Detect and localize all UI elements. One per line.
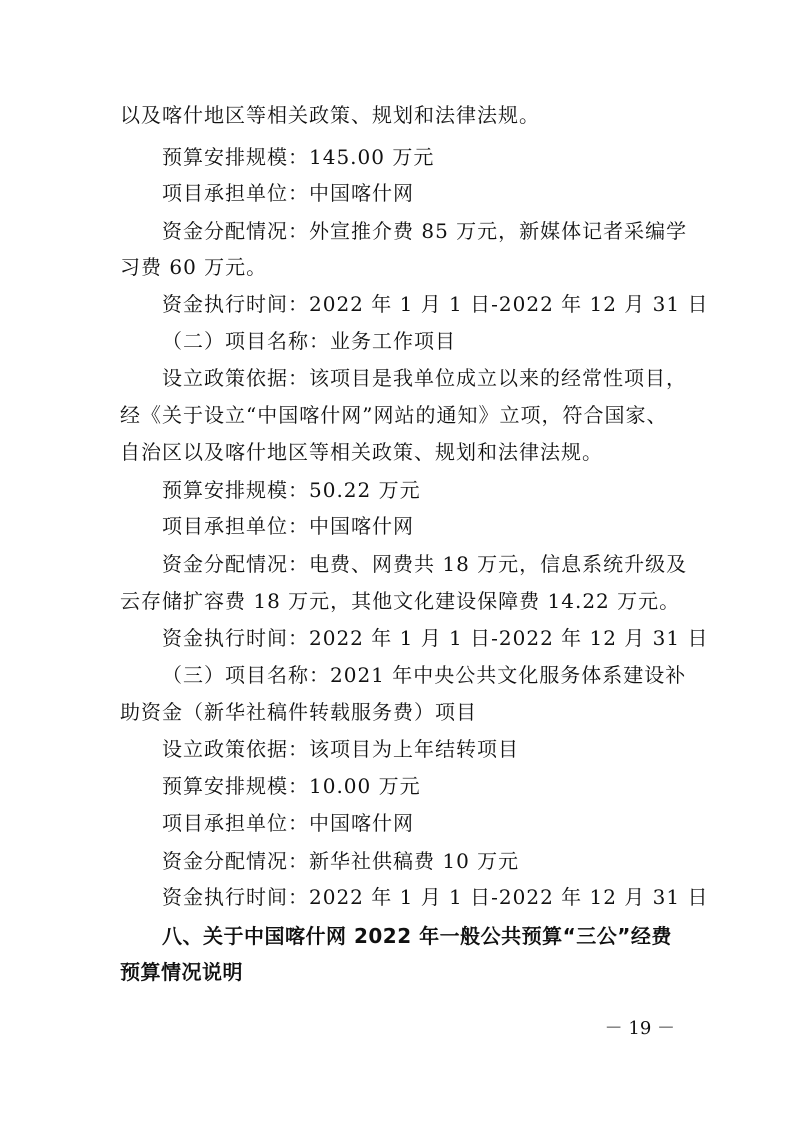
text-line-12: 项目承担单位：中国喀什网 [162, 514, 414, 538]
text-line-18: 设立政策依据：该项目为上年结转项目 [162, 737, 519, 761]
section-heading-8-line-2: 预算情况说明 [120, 960, 243, 984]
text-line-8: 设立政策依据：该项目是我单位成立以来的经常性项目， [162, 366, 687, 390]
page-number: － 19 － [604, 1018, 675, 1039]
text-line-4: 资金分配情况：外宣推介费 85 万元，新媒体记者采编学 [162, 219, 688, 243]
text-line-17: 助资金（新华社稿件转载服务费）项目 [120, 700, 477, 724]
text-line-3: 项目承担单位：中国喀什网 [162, 181, 414, 205]
text-line-21: 资金分配情况：新华社供稿费 10 万元 [162, 849, 520, 873]
text-line-6: 资金执行时间：2022 年 1 月 1 日-2022 年 12 月 31 日 [162, 292, 709, 316]
text-line-9: 经《关于设立“中国喀什网”网站的通知》立项，符合国家、 [120, 403, 668, 427]
text-line-19: 预算安排规模：10.00 万元 [162, 774, 421, 798]
section-title-3: （三）项目名称：2021 年中央公共文化服务体系建设补 [162, 663, 687, 687]
text-line-5: 习费 60 万元。 [120, 255, 268, 279]
text-line-2: 预算安排规模：145.00 万元 [162, 145, 435, 169]
text-line-13: 资金分配情况：电费、网费共 18 万元，信息系统升级及 [162, 552, 688, 576]
text-line-20: 项目承担单位：中国喀什网 [162, 811, 414, 835]
section-heading-8-line-1: 八、关于中国喀什网 2022 年一般公共预算“三公”经费 [162, 924, 672, 948]
text-line-10: 自治区以及喀什地区等相关政策、规划和法律法规。 [120, 440, 603, 464]
text-line-11: 预算安排规模：50.22 万元 [162, 478, 421, 502]
text-line-14: 云存储扩容费 18 万元，其他文化建设保障费 14.22 万元。 [120, 589, 681, 613]
section-title-2: （二）项目名称：业务工作项目 [162, 329, 456, 353]
text-line-15: 资金执行时间：2022 年 1 月 1 日-2022 年 12 月 31 日 [162, 626, 709, 650]
text-line-22: 资金执行时间：2022 年 1 月 1 日-2022 年 12 月 31 日 [162, 885, 709, 909]
text-line-1: 以及喀什地区等相关政策、规划和法律法规。 [120, 103, 540, 127]
